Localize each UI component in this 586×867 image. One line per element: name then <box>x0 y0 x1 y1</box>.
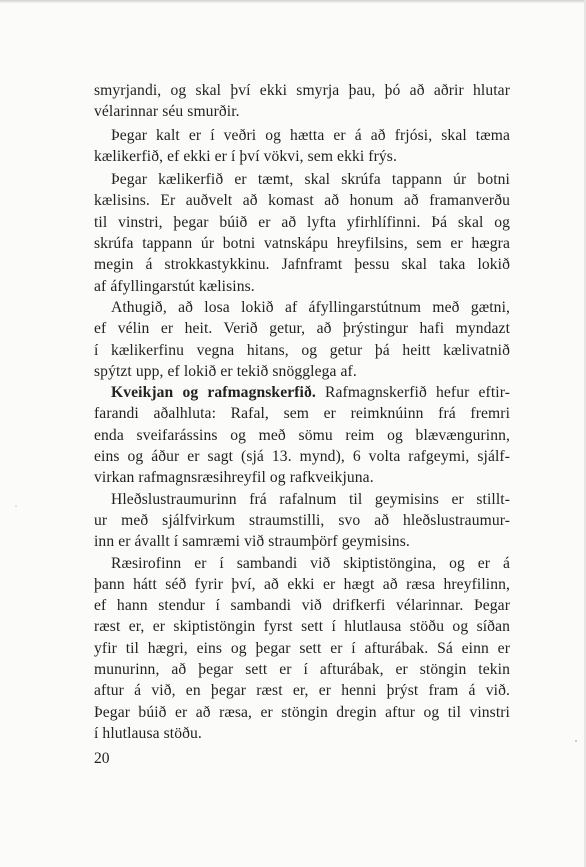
text-line: enda sveifarássins og með sömu reim og blævængurinn, <box>94 426 510 444</box>
text-fragment: Rafmagnskerfið hefur eftir- <box>325 384 510 402</box>
page-top-edge <box>0 0 586 3</box>
text-line: smyrjandi, og skal því ekki smyrja þau, þó að aðrir hlutar <box>94 82 510 99</box>
text-line: þann hátt séð fyrir því, að ekki er hægt að ræsa hreyfilinn, <box>94 575 510 593</box>
text-line: Þegar kalt er í veðri og hætta er á að frjósi, skal tæma <box>111 126 510 144</box>
paper-speck <box>575 740 577 742</box>
paper-speck <box>15 505 17 507</box>
paragraph <box>94 297 510 382</box>
text-line: ef hann stendur í sambandi við drifkerfi vélarinnar. Þegar <box>94 597 510 615</box>
paragraph <box>94 169 510 297</box>
text-line: megin á strokkastykkinu. Jafnframt þessu skal taka lokið <box>94 256 510 274</box>
text-line: inn er ávallt í samræmi við straumþörf geymisins. <box>94 533 410 551</box>
text-line: Þegar búið er að ræsa, er stöngin dregin aftur og til vinstri <box>94 703 510 721</box>
page-number: 20 <box>94 750 110 767</box>
text-line: kælikerfið, ef ekki er í því vökvi, sem ekki frýs. <box>94 147 397 165</box>
text-line: kælisins. Er auðvelt að komast að honum að framanverðu <box>94 192 510 210</box>
paragraph-continued <box>94 80 510 123</box>
text-line: í hlutlausa stöðu. <box>94 724 202 742</box>
paragraph <box>94 489 510 553</box>
text-line: munurinn, að þegar sett er í afturábak, er stöngin tekin <box>94 661 510 679</box>
text-line: farandi aðalhluta: Rafal, sem er reimknúinn frá fremri <box>94 405 510 423</box>
text-line: aftur á við, en þegar ræst er, er henni þrýst fram á við. <box>94 682 510 700</box>
text-line: Hleðslustraumurinn frá rafalnum til geymisins er stillt- <box>111 490 510 508</box>
text-line: Ræsirofinn er í sambandi við skiptistöngina, og er á <box>111 554 510 572</box>
text-line: til vinstri, þegar búið er að lyfta yfirhlífinni. Þá skal og <box>94 213 510 231</box>
text-line: spýtzt upp, ef lokið er tekið snögglega af. <box>94 362 357 380</box>
text-line: í kælikerfinu vegna hitans, og getur þá heitt kælivatnið <box>94 341 510 359</box>
text-line: skrúfa tappann úr botni vatnskápu hreyfilsins, sem er hægra <box>94 235 510 253</box>
text-line: ef vélin er heit. Verið getur, að þrýstingur hafi myndazt <box>94 320 510 338</box>
text-line: Þegar kælikerfið er tæmt, skal skrúfa tappann úr botni <box>111 171 510 189</box>
paragraph <box>94 553 510 745</box>
text-line: af áfyllingarstút kælisins. <box>94 277 255 295</box>
text-line: Athugið, að losa lokið af áfyllingarstútnum með gætni, <box>111 298 510 316</box>
text-line: eins og áður er sagt (sjá 13. mynd), 6 volta rafgeymi, sjálf- <box>94 448 510 466</box>
text-line <box>94 382 510 403</box>
section-heading: Kveikjan og rafmagnskerfið. <box>111 384 316 402</box>
body-text <box>94 80 510 744</box>
paragraph <box>94 125 510 168</box>
text-line: vélarinnar séu smurðir. <box>94 103 240 121</box>
text-line: ræst er, er skiptistöngin fyrst sett í hlutlausa stöðu og síðan <box>94 618 510 636</box>
text-line: ur með sjálfvirkum straumstilli, svo að hleðslustraumur- <box>94 511 510 529</box>
text-line: yfir til hægri, eins og þegar sett er í afturábak. Sá einn er <box>94 639 510 657</box>
text-line: virkan rafmagnsræsihreyfil og rafkveikjuna. <box>94 469 374 487</box>
paragraph-with-heading <box>94 382 510 488</box>
